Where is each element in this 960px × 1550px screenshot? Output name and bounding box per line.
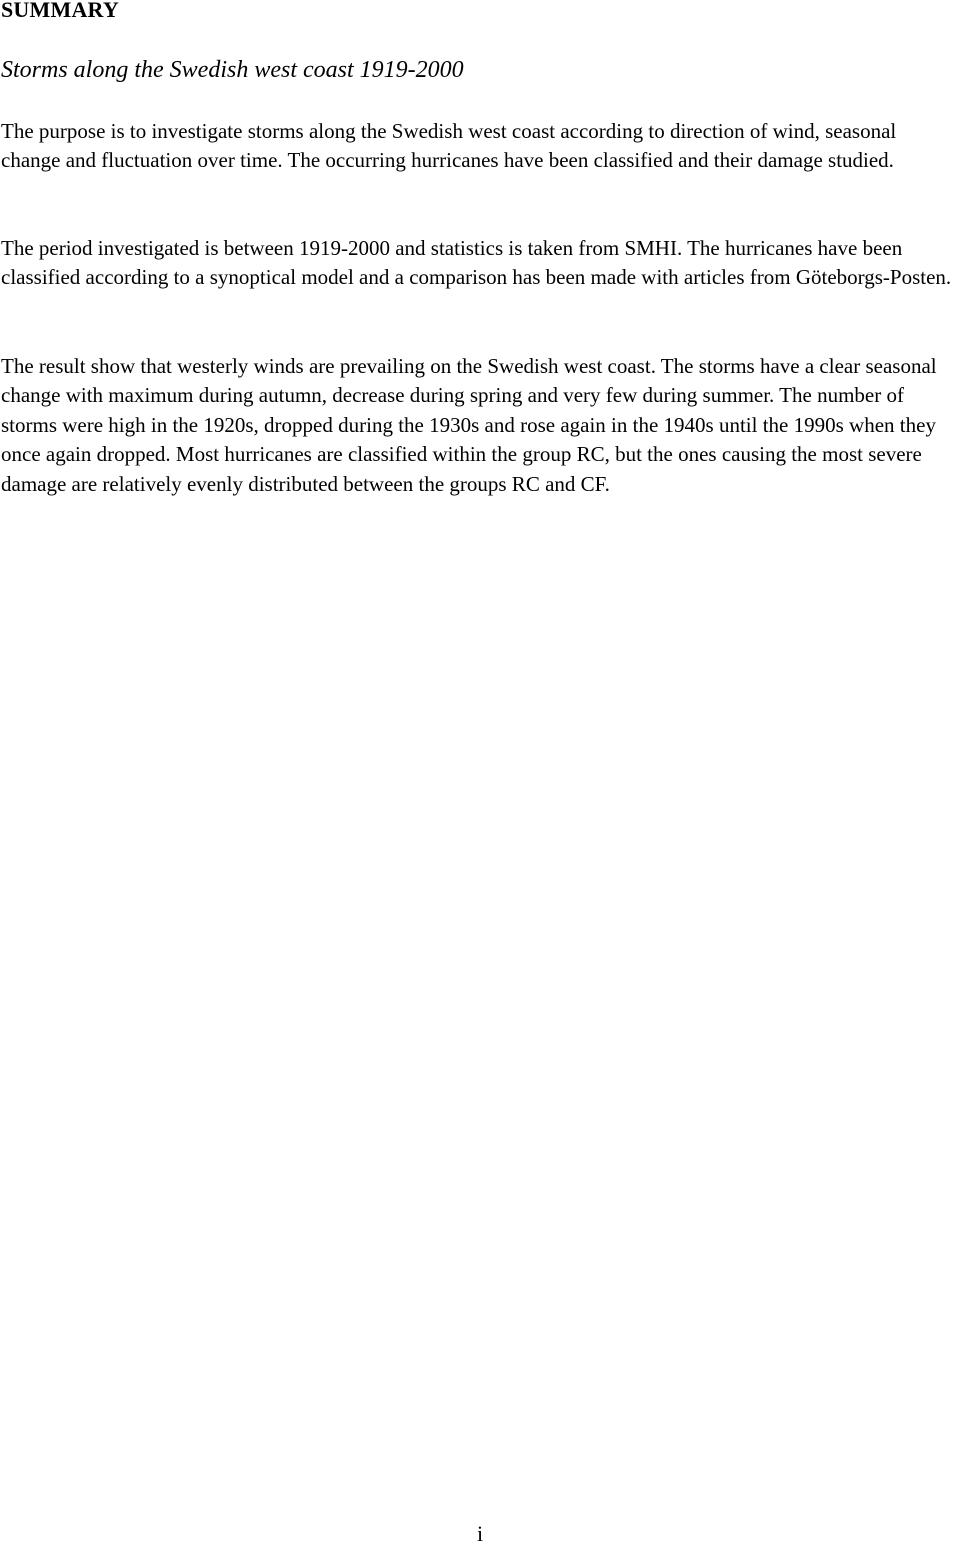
paragraph-method: The period investigated is between 1919-2000 and statistics is taken from SMHI. The hurricanes have been classified according to a synoptical model and a comparison has been made with articles from Göteborgs-Posten. (1, 236, 952, 290)
page-number: i (476, 1521, 484, 1546)
document-title: Storms along the Swedish west coast 1919-2000 (1, 57, 464, 83)
paragraph-result: The result show that westerly winds are prevailing on the Swedish west coast. The storms have a clear seasonal change with maximum during autumn, decrease during spring and very few during summer. The number of storms were high in the 1920s, dropped during the 1930s and rose again in the 1940s until the 1990s when they once again dropped. Most hurricanes are classified within the group RC, but the ones causing the most severe damage are relatively evenly distributed between the groups RC and CF. (1, 354, 937, 496)
paragraph-purpose: The purpose is to investigate storms along the Swedish west coast according to direction of wind, seasonal change and fluctuation over time. The occurring hurricanes have been classified and their damage studied. (1, 119, 897, 173)
section-heading: SUMMARY (1, 0, 119, 22)
